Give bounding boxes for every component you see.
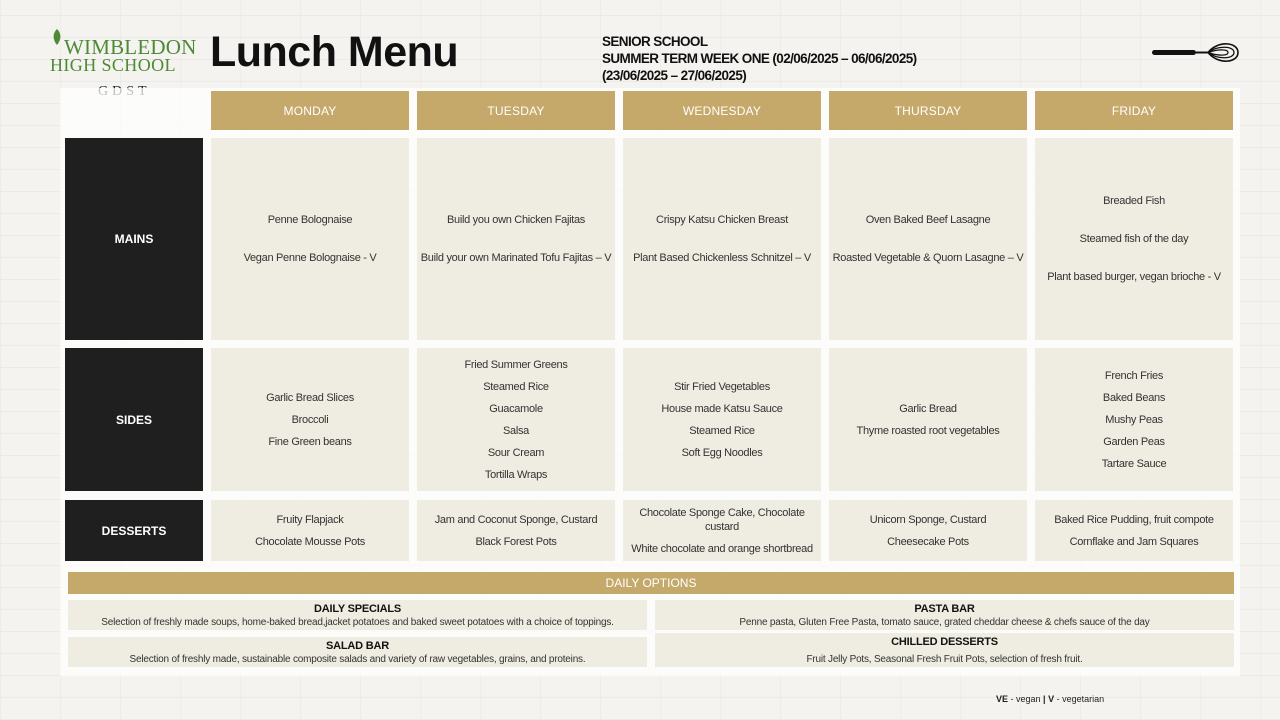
daily-options-header: DAILY OPTIONS <box>68 572 1234 594</box>
menu-item: Roasted Vegetable & Quorn Lasagne – V <box>832 252 1024 264</box>
menu-item: Thyme roasted root vegetables <box>856 424 1000 437</box>
menu-item: Garlic Bread Slices <box>266 391 354 404</box>
menu-item: Chocolate Mousse Pots <box>255 535 365 548</box>
mains-cell-friday <box>1035 138 1233 340</box>
legend-v-text: - vegetarian <box>1054 694 1105 704</box>
chilled-desserts-text: Fruit Jelly Pots, Seasonal Fresh Fruit Pots, selection of fresh fruit. <box>806 654 1083 665</box>
day-header-monday: MONDAY <box>211 91 409 130</box>
menu-item: Fine Green beans <box>268 435 352 448</box>
day-header-wednesday: WEDNESDAY <box>623 91 821 130</box>
leaf-icon <box>50 28 64 46</box>
salad-bar-box <box>68 637 647 667</box>
menu-item: House made Katsu Sauce <box>661 402 783 415</box>
dietary-legend <box>996 694 1104 704</box>
pasta-bar-text: Penne pasta, Gluten Free Pasta, tomato sauce, grated cheddar cheese & chefs sauce of the day <box>739 617 1150 628</box>
desserts-cell-wednesday <box>623 500 821 561</box>
menu-item: Oven Baked Beef Lasagne <box>865 214 991 226</box>
menu-item: Fried Summer Greens <box>464 358 568 371</box>
mains-cell-monday <box>211 138 409 340</box>
menu-item: Cornflake and Jam Squares <box>1069 535 1199 548</box>
daily-specials-box <box>68 600 647 630</box>
sides-cell-friday <box>1035 348 1233 491</box>
chilled-desserts-title: CHILLED DESSERTS <box>891 636 998 648</box>
menu-item: Build your own Marinated Tofu Fajitas – V <box>420 252 612 264</box>
menu-item: Garden Peas <box>1103 435 1165 448</box>
row-label-mains: MAINS <box>65 138 203 340</box>
school-section: SENIOR SCHOOL <box>602 34 708 49</box>
mains-cell-thursday <box>829 138 1027 340</box>
chilled-desserts-box <box>655 633 1234 667</box>
term-info <box>602 33 917 84</box>
menu-item: Salsa <box>502 424 530 437</box>
menu-item: Steamed Rice <box>483 380 549 393</box>
mains-cell-tuesday <box>417 138 615 340</box>
desserts-cell-thursday <box>829 500 1027 561</box>
menu-item: Vegan Penne Bolognaise - V <box>243 252 377 264</box>
menu-item: Mushy Peas <box>1105 413 1163 426</box>
pasta-bar-box <box>655 600 1234 630</box>
daily-specials-text: Selection of freshly made soups, home-baked bread,jacket potatoes and baked sweet potatoes with a choice of toppings. <box>101 617 614 628</box>
logo-text-high-school: HIGH SCHOOL <box>50 55 176 75</box>
menu-item: Plant Based Chickenless Schnitzel – V <box>633 252 811 264</box>
menu-item: Chocolate Sponge Cake, Chocolate custard <box>639 506 805 533</box>
desserts-cell-friday <box>1035 500 1233 561</box>
page-title: Lunch Menu <box>210 28 459 76</box>
desserts-cell-tuesday <box>417 500 615 561</box>
menu-item: Crispy Katsu Chicken Breast <box>656 214 788 226</box>
term-dates-second: (23/06/2025 – 27/06/2025) <box>602 68 747 83</box>
menu-item: Sour Cream <box>487 446 545 459</box>
menu-item: Build you own Chicken Fajitas <box>446 214 586 226</box>
menu-item: Steamed fish of the day <box>1079 233 1189 245</box>
menu-item: Cheesecake Pots <box>887 535 969 548</box>
menu-item: Fruity Flapjack <box>276 513 344 526</box>
menu-item: Plant based burger, vegan brioche - V <box>1047 271 1221 283</box>
desserts-cell-monday <box>211 500 409 561</box>
menu-item: Unicorn Sponge, Custard <box>869 513 987 526</box>
menu-item: Guacamole <box>489 402 543 415</box>
day-header-thursday: THURSDAY <box>829 91 1027 130</box>
sides-cell-monday <box>211 348 409 491</box>
menu-item: Stir Fried Vegetables <box>674 380 770 393</box>
menu-item: Broccoli <box>291 413 329 426</box>
row-label-desserts: DESSERTS <box>65 500 203 561</box>
sides-cell-tuesday <box>417 348 615 491</box>
menu-item: Black Forest Pots <box>475 535 557 548</box>
menu-item: Penne Bolognaise <box>267 214 353 226</box>
legend-ve-code: VE <box>996 694 1009 704</box>
day-header-tuesday: TUESDAY <box>417 91 615 130</box>
menu-item: Tartare Sauce <box>1101 457 1167 470</box>
menu-item: Soft Egg Noodles <box>681 446 763 459</box>
day-header-friday: FRIDAY <box>1035 91 1233 130</box>
row-label-sides: SIDES <box>65 348 203 491</box>
menu-item: Breaded Fish <box>1103 195 1165 207</box>
menu-item: Steamed Rice <box>689 424 755 437</box>
logo-text-wimbledon: WIMBLEDON <box>64 35 197 59</box>
mains-cell-wednesday <box>623 138 821 340</box>
legend-ve-text: - vegan <box>1008 694 1044 704</box>
legend-v-code: V <box>1045 694 1055 704</box>
legend-separator: | <box>1043 694 1046 704</box>
menu-item: Baked Beans <box>1102 391 1166 404</box>
menu-item: Tortilla Wraps <box>484 468 548 481</box>
sides-cell-thursday <box>829 348 1027 491</box>
menu-item: French Fries <box>1104 369 1164 382</box>
pasta-bar-title: PASTA BAR <box>914 603 975 615</box>
daily-specials-title: DAILY SPECIALS <box>313 603 402 615</box>
menu-item: Garlic Bread <box>899 402 957 415</box>
menu-item: Jam and Coconut Sponge, Custard <box>434 513 598 526</box>
sides-cell-wednesday <box>623 348 821 491</box>
menu-item: Baked Rice Pudding, fruit compote <box>1054 513 1214 526</box>
term-dates: SUMMER TERM WEEK ONE (02/06/2025 – 06/06/2025) <box>602 51 917 66</box>
menu-item: White chocolate and orange shortbread <box>631 542 813 555</box>
whisk-icon <box>1150 38 1240 68</box>
salad-bar-title: SALAD BAR <box>326 640 389 652</box>
salad-bar-text: Selection of freshly made, sustainable composite salads and variety of raw vegetables, grains, and proteins. <box>129 654 586 665</box>
